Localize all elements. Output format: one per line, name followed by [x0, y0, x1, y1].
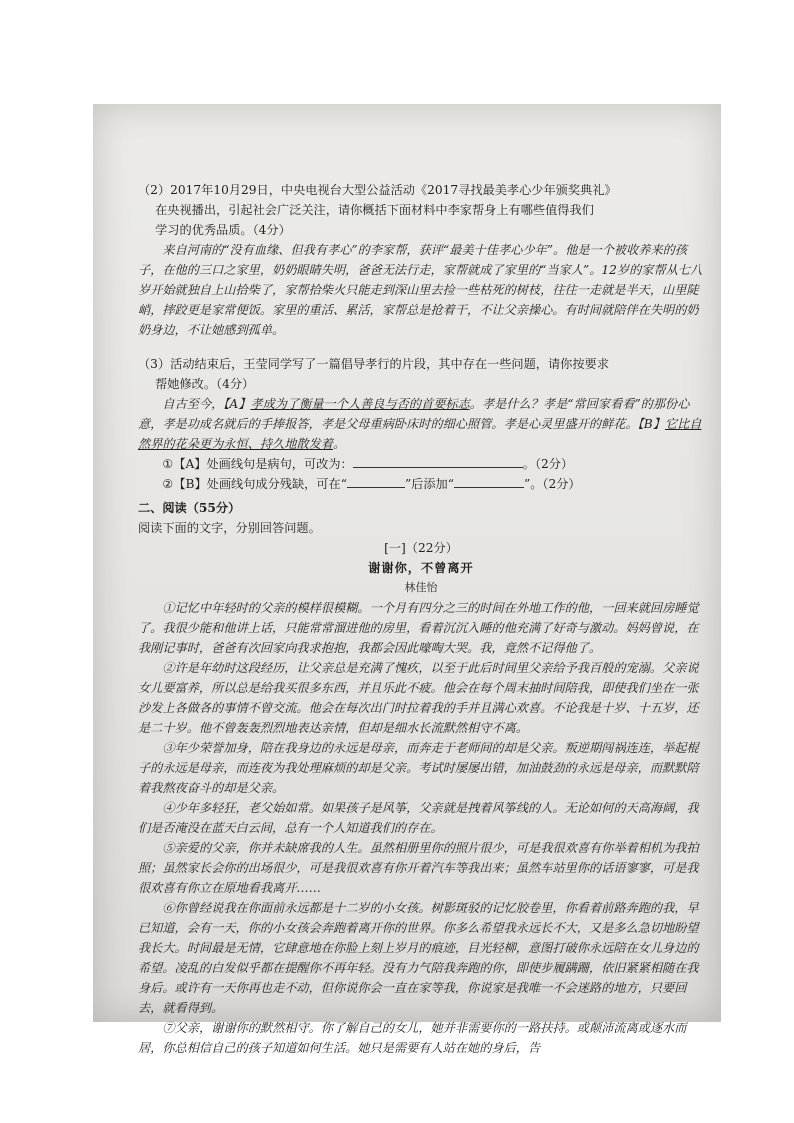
q3-sub2 — [138, 474, 704, 494]
section-instruction: 阅读下面的文字，分别回答问题。 — [138, 521, 321, 535]
q3-passage — [138, 394, 704, 454]
q3-passage-end: 。 — [333, 437, 346, 451]
article-paragraph-1: ①记忆中年轻时的父亲的模样很模糊。一个月有四分之三的时间在外地工作的他，一回来就回房睡觉了。我很少能和他讲上话，只能常常溜进他的房里，看着沉沉入睡的他充满了好奇与激动。妈妈曾说，在我刚记事时，爸爸有次回家向我求抱抱，我都会因此嚎啕大哭。我，竟然不记得他了。 — [138, 601, 699, 655]
exam-page — [138, 180, 704, 1058]
q3-stem-line2: 帮她修改。（4分） — [155, 377, 255, 391]
q3-sub2-score: ”。（2分） — [523, 477, 581, 491]
q2-stem-line3: 学习的优秀品质。（4分） — [155, 223, 291, 237]
q3-passage-middle: 。孝是什么？孝是“常回家看看”的那份心意，孝是功成名就后的手捧报答，孝是父母重病卧床时的细心照管。孝是心灵里盛开的鲜花。 — [138, 397, 690, 431]
section-heading: 二、阅读（55分） — [138, 501, 241, 515]
article-paragraph-7: ⑦父亲，谢谢你的默然相守。你了解自己的女儿，她并非需要你的一路扶持。或颠沛流离或逐水而居，你总相信自己的孩子知道如何生活。她只是需要有人站在她的身后，告 — [138, 1021, 687, 1055]
answer-blank-a[interactable] — [353, 455, 523, 468]
article-paragraph-4: ④少年多轻狂，老父始如常。如果孩子是风筝，父亲就是拽着风筝线的人。无论如何的天高海阔，我们是否淹没在蓝天白云间，总有一个人知道我们的存在。 — [138, 801, 699, 835]
q2-stem-line1: （2）2017年10月29日，中央电视台大型公益活动《2017寻找最美孝心少年颁奖典礼》 — [138, 183, 617, 197]
article-paragraph-5: ⑤亲爱的父亲，你并未缺席我的人生。虽然相册里你的照片很少，可是我很欢喜有你举着相机为我拍照；虽然家长会你的出场很少，可是我很欢喜有你开着汽车等我出来；虽然车站里你的话语寥寥，可是我很欢喜有你立在原地看我离开…… — [138, 841, 699, 895]
article-title: 谢谢你，不曾离开 — [368, 561, 474, 575]
q3-sub1-score: 。（2分） — [522, 457, 574, 471]
mark-a: 【A】 — [223, 397, 251, 411]
part-label: [一]（22分） — [384, 541, 458, 555]
article-paragraph-2: ②许是年幼时这段经历，让父亲总是充满了愧疚，以至于此后时间里父亲给予我百般的宠溺。父亲说女儿要富养，所以总是给我买很多东西，并且乐此不疲。他会在每个周末抽时间陪我，即使我们坐在一张沙发上各做各的事情不曾交流。他会在每次出门时拉着我的手并且满心欢喜。不论我是十岁、十五岁，还是二十岁。他不曾轰轰烈烈地表达亲情，但却是细水长流默然相守不离。 — [138, 661, 699, 735]
q3-sub2-mid: ”后添加“ — [404, 477, 454, 491]
q2-stem-line2: 在央视播出，引起社会广泛关注，请你概括下面材料中李家帮身上有哪些值得我们 — [155, 203, 594, 217]
q3-sub1-prompt: ①【A】处画线句是病句，可改为： — [162, 457, 353, 471]
answer-blank-b1[interactable] — [347, 475, 405, 488]
q3-sub2-prompt: ②【B】处画线句成分残缺，可在“ — [162, 477, 347, 491]
q3-passage-start: 自古至今， — [162, 397, 224, 411]
question-2 — [138, 180, 704, 340]
article-paragraph-6: ⑥你曾经说我在你面前永远都是十二岁的小女孩。树影斑驳的记忆胶卷里，你看着前路奔跑的我，早已知道，会有一天，你的小女孩会奔跑着离开你的世界。你多么希望我永远长不大，又是多么急切地盼望我长大。时间最是无情，它肆意地在你脸上刻上岁月的痕迹，目光轻柳，意图打破你永远陪在女儿身边的希望。凌乱的白发似乎都在提醒你不再年轻。没有力气陪我奔跑的你，即使步履蹒跚，依旧紧紧相随在我身后。或许有一天你再也走不动，但你说你会一直在家等我，你说家是我唯一不会迷路的地方，只要回去，就看得到。 — [138, 901, 699, 1015]
question-3 — [138, 354, 704, 494]
q3-sub1 — [138, 454, 704, 474]
article-author: 林佳怡 — [404, 581, 438, 594]
document-photo — [93, 104, 721, 1055]
q3-stem-line1: （3）活动结束后，王莹同学写了一篇倡导孝行的片段，其中存在一些问题，请你按要求 — [138, 357, 609, 371]
article-paragraph-3: ③年少荣誉加身，陪在我身边的永远是母亲，而奔走于老师间的却是父亲。叛逆期闯祸连连，举起棍子的永远是母亲，而连夜为我处理麻烦的却是父亲。考试时屡屡出错，加油鼓劲的永远是母亲，而默默陪着我熬夜奋斗的却是父亲。 — [138, 741, 699, 795]
q2-material: 来自河南的“没有血缘、但我有孝心”的李家帮，获评“最美十佳孝心少年”。他是一个被收养来的孩子，在他的三口之家里，奶奶眼睛失明，爸爸无法行走，家帮就成了家里的“当家人”。12岁的家帮从七八岁开始就独自上山拾柴了，家帮拾柴火只能走到深山里去捡一些枯死的树枝，往往一走就是半天，山里陡峭，摔跤更是家常便饭。家里的重活、累活，家帮总是抢着干，不让父亲操心。有时间就陪伴在失明的奶奶身边，不让她感到孤单。 — [138, 243, 703, 337]
sentence-b: 它比自然界的花朵更为永恒、持久地散发着 — [138, 417, 702, 451]
answer-blank-b2[interactable] — [454, 475, 524, 488]
mark-b: 【B】 — [637, 417, 665, 431]
sentence-a: 孝成为了衡量一个人善良与否的首要标志 — [250, 397, 470, 411]
